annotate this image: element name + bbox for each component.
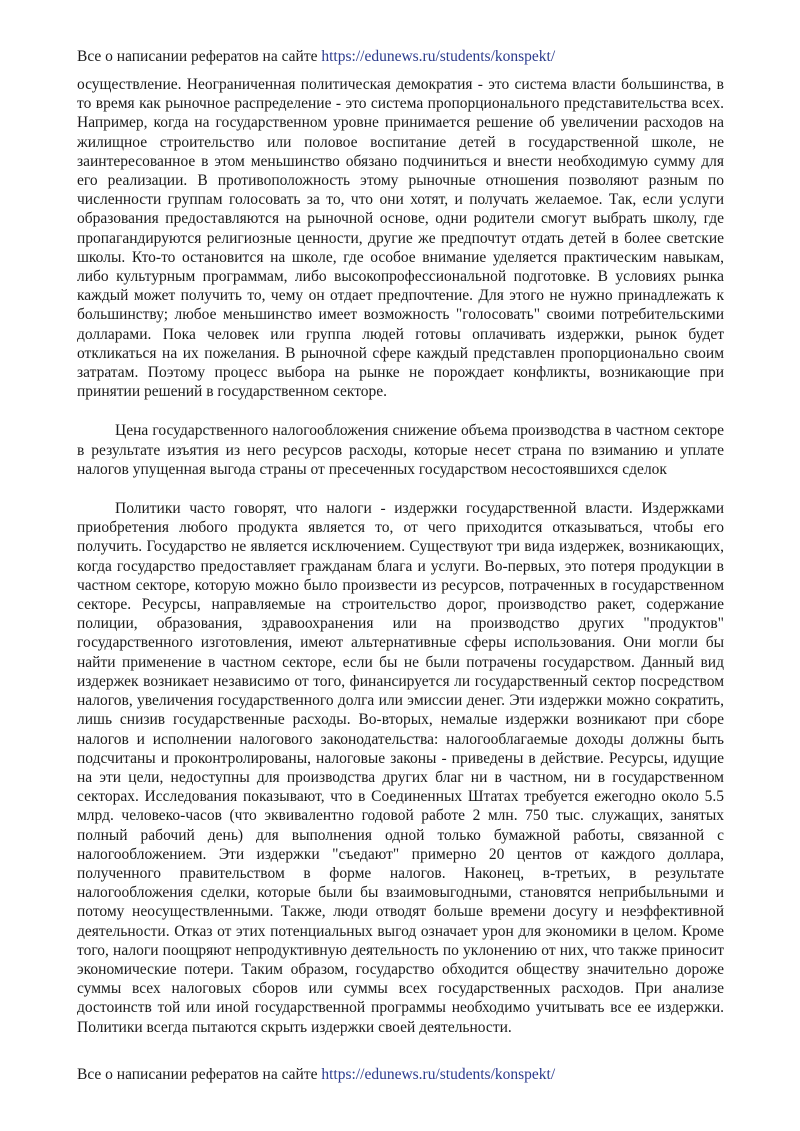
paragraph-continuation: осуществление. Неограниченная политическая демократия - это система власти большинства, в то время как рыночное распределение - это система пропорционального представительства всех. Например, когда на государственном уровне принимается решение об увеличении расходов на жилищное строительство или половое воспитание детей в государственной школе, не заинтересованное в этом меньшинство обязано подчиниться и внести необходимую сумму для его реализации. В противоположность этому рыночные отношения позволяют разным по численности группам голосовать за то, что они хотят, и получать желаемое. Так, если услуги образования предоставляются на рыночной основе, одни родители смогут выбрать школу, где пропагандируются религиозные ценности, другие же предпочтут отдать детей в более светские школы. Кто-то остановится на школе, где особое внимание уделяется практическим навыкам, либо культурным программам, либо высокопрофессиональной подготовке. В условиях рынка каждый может получить то, чему он отдает предпочтение. Для этого не нужно принадлежать к большинству; любое меньшинство имеет возможность "голосовать" своими потребительскими долларами. Пока человек или группа людей готовы оплачивать издержки, рынок будет откликаться на их пожелания. В рыночной сфере каждый представлен пропорционально своим затратам. Поэтому процесс выбора на рынке не порождает конфликты, возникающие при принятии решений в государственном секторе. <box>77 76 724 401</box>
header-site-link[interactable]: https://edunews.ru/students/konspekt/ <box>321 48 556 65</box>
paragraph-tax-cost: Цена государственного налогообложения снижение объема производства в частном секторе в результате изъятия из него ресурсов расходы, которые несет страна по взиманию и уплате налогов упущенная выгода страны от пресеченных государством несостоявшихся сделок <box>77 422 724 478</box>
paragraph-politicians: Политики часто говорят, что налоги - издержки государственной власти. Издержками приобретения любого продукта является то, от чего приходится отказываться, чтобы его получить. Государство не является исключением. Существуют три вида издержек, возникающих, когда государство предоставляет гражданам блага и услуги. Во-первых, это потеря продукции в частном секторе, которую можно было произвести из ресурсов, потраченных в государственном секторе. Ресурсы, направляемые на строительство дорог, производство ракет, содержание полиции, образования, здравоохранения или на производство других "продуктов" государственного изготовления, имеют альтернативные сферы использования. Они могли бы найти применение в частном секторе, если бы не были потрачены государством. Данный вид издержек возникает независимо от того, финансируется ли государственный сектор посредством налогов, увеличения государственного долга или эмиссии денег. Эти издержки можно сократить, лишь снизив государственные расходы. Во-вторых, немалые издержки возникают при сборе налогов и исполнении налогового законодательства: налогооблагаемые доходы должны быть подсчитаны и проконтролированы, налоговые законы - приведены в действие. Ресурсы, идущие на эти цели, недоступны для производства других благ ни в частном, ни в государственном секторах. Исследования показывают, что в Соединенных Штатах требуется ежегодно около 5.5 млрд. человеко-часов (что эквивалентно годовой работе 2 млн. 750 тыс. служащих, занятых полный рабочий день) для выполнения одной только бумажной работы, связанной с налогообложением. Эти издержки "съедают" примерно 20 центов от каждого доллара, полученного правительством в форме налогов. Наконец, в-третьих, в результате налогообложения сделки, которые были бы взаимовыгодными, становятся неприбыльными и потому неосуществленными. Также, люди отводят больше времени досугу и неэффективной деятельности. Отказ от этих потенциальных выгод означает урон для экономики в целом. Кроме того, налоги поощряют непродуктивную деятельность по уклонению от них, что также приносит экономические потери. Таким образом, государство обходится обществу значительно дороже суммы всех налоговых сборов или суммы всех государственных расходов. При анализе достоинств той или иной государственной программы необходимо учитывать все ее издержки. Политики всегда пытаются скрыть издержки своей деятельности. <box>77 500 724 1036</box>
page-footer <box>77 1065 727 1085</box>
page-header <box>77 47 727 67</box>
document-body <box>77 75 724 1037</box>
header-prefix: Все о написании рефератов на сайте <box>77 48 322 65</box>
footer-prefix: Все о написании рефератов на сайте <box>77 1066 322 1083</box>
footer-site-link[interactable]: https://edunews.ru/students/konspekt/ <box>321 1066 556 1083</box>
